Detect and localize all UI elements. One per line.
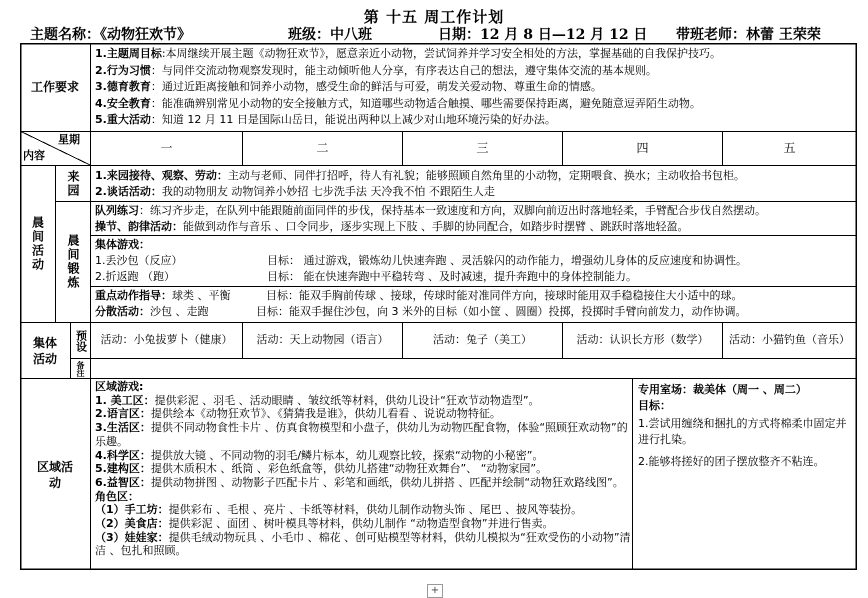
add-row-button[interactable]: + — [427, 584, 443, 598]
arrival-item: 1.来园接待、观察、劳动：主动与老师、同伴打招呼，待人有礼貌；能够照顾自然角里的小动物，定期喂食、换水；主动收拾书包柜。 — [95, 169, 745, 182]
morning-activities-label: 晨间活动 — [30, 216, 45, 272]
day-header-wed: 三 — [476, 141, 489, 156]
area-item: （3）娃娃家：提供毛绒动物玩具 、小毛巾 、棉花 、创可贴模型等材料，供幼儿模拟为“狂欢受伤的小动物”清洁 、包扎和照顾。 — [95, 530, 631, 558]
special-room-goal: 2.能够将搓好的团子摆放整齐不粘连。 — [638, 455, 825, 468]
requirement-item: 2.行为习惯：与同伴交流动物观察发现时，能主动倾听他人分享，有序表达自己的想法，遵守集体交流的基本规则。 — [95, 63, 657, 77]
teacher-names: 带班老师：林蕾 王荣荣 — [676, 27, 821, 43]
group-activity-fri: 活动：小猫钓鱼（音乐） — [729, 333, 850, 347]
group-activity-wed: 活动：兔子（美工） — [433, 333, 532, 347]
preset-label: 预设 — [74, 329, 88, 352]
area-activities-content — [95, 380, 631, 568]
area-item: 4.科学区：提供放大镜 、不同动物的羽毛/鳞片标本，幼儿观察比较，探索“动物的小秘密”。 — [95, 448, 544, 462]
area-heading: 区域游戏: — [95, 380, 144, 393]
exercise-item: 操节、韵律活动：能做到动作与音乐 、口令同步，逐步实现上下肢 、手脚的协同配合，如踏步时摆臂 、跳跃时落地轻盈。 — [95, 220, 689, 233]
special-room-heading: 专用室场：裁美体（周一 、周二） — [638, 383, 807, 396]
corner-label-weekday: 星期 — [58, 133, 80, 146]
area-item: （1）手工坊：提供彩布 、毛根 、亮片 、卡纸等材料，供幼儿制作动物头饰 、尾巴 、披风等装扮。 — [95, 503, 583, 517]
group-game-item: 1.丢沙包（反应） 目标： 通过游戏，锻炼幼儿快速奔跑 、灵活躲闪的动作能力，增强幼儿身体的反应速度和协调性。 — [95, 254, 747, 267]
morning-exercise-label: 晨间锻炼 — [66, 234, 80, 290]
day-header-fri: 五 — [783, 141, 796, 156]
area-item: 3.生活区：提供不同动物食性卡片 、仿真食物模型和小盘子，供幼儿为动物匹配食物，体验“照顾狂欢动物”的乐趣。 — [95, 421, 628, 448]
area-item: 6.益智区：提供动物拼图 、动物影子匹配卡片 、彩笔和画纸，供幼儿拼搭 、匹配并绘制“动物狂欢路线图”。 — [95, 475, 624, 489]
area-item: 5.建构区：提供木质积木 、纸筒 、彩色纸盒等，供幼儿搭建“动物狂欢舞台”、 “动物家园”。 — [95, 462, 548, 476]
requirement-item: 3.德育教育：通过近距离接触和饲养小动物，感受生命的鲜活与可爱，萌发关爱动物、尊重生命的情感。 — [95, 80, 602, 93]
requirements-list — [95, 46, 855, 130]
weekly-plan-table — [20, 43, 857, 570]
area-item: 1. 美工区：提供彩泥 、羽毛 、活动眼睛 、皱纹纸等材料，供幼儿设计“狂欢节动物造型”。 — [95, 393, 540, 407]
motion-guidance-content — [95, 288, 855, 322]
requirement-item: 1.主题周目标:本周继续开展主题《动物狂欢节》，愿意亲近小动物，尝试饲养并学习安全相处的方法，掌握基础的自我保护技巧。 — [95, 47, 722, 60]
date-range: 日期：12 月 8 日—12 月 12 日 — [438, 27, 648, 43]
guidance-item: 分散活动：沙包 、走跑 目标：能双手握住沙包，向 3 米外的目标（如小筐 、圆圈）投掷，投掷时手臂向前发力，动作协调。 — [95, 305, 747, 318]
role-area-heading: 角色区： — [95, 489, 139, 503]
arrival-content — [95, 168, 855, 201]
day-header-thu: 四 — [636, 141, 649, 156]
corner-label-content: 内容 — [23, 149, 45, 162]
special-room-content — [638, 382, 854, 568]
group-activities-label: 集体活动 — [32, 335, 57, 366]
group-activity-thu: 活动：认识长方形（数学） — [576, 333, 709, 347]
theme-name: 主题名称：《动物狂欢节》 — [30, 27, 191, 43]
day-header-mon: 一 — [160, 141, 173, 156]
group-activity-mon: 活动：小兔拔萝卜（健康） — [100, 333, 233, 347]
group-game-item: 2.折返跑 （跑） 目标： 能在快速奔跑中平稳转弯 、及时减速，提升奔跑中的身体控制能力。 — [95, 270, 637, 283]
group-activity-tue: 活动：天上动物园（语言） — [256, 333, 389, 347]
group-games-heading: 集体游戏： — [95, 238, 150, 251]
arrival-label: 来园 — [66, 169, 80, 198]
special-room-goal-label: 目标： — [638, 399, 671, 412]
guidance-item: 重点动作指导：球类 、平衡 目标：能双手胸前传球 、接球，传球时能对准同伴方向，接球时能用双手稳稳接住大小适中的球。 — [95, 289, 743, 302]
area-activities-label: 区域活动 — [37, 459, 74, 490]
notes-label: 备注 — [76, 360, 85, 377]
class-name: 班级：中八班 — [288, 27, 372, 43]
special-room-goal: 1.尝试用缠绕和捆扎的方式将棉柔巾固定并进行扎染。 — [638, 417, 847, 446]
exercise-item: 队列练习：练习齐步走，在队列中能跟随前面同伴的步伐，保持基本一致速度和方向，双脚向前迈出时落地轻柔，手臂配合步伐自然摆动。 — [95, 204, 766, 217]
area-item: （2）美食店：提供彩泥 、面团 、树叶模具等材料，供幼儿制作 “动物造型食物”并进行售卖。 — [95, 517, 554, 531]
requirement-item: 5.重大活动：知道 12 月 11 日是国际山岳日，能说出两种以上减少对山地环境污染的好办法。 — [95, 113, 556, 126]
page-title: 第 十五 周工作计划 — [363, 8, 505, 26]
arrival-item: 2.谈话活动：我的动物朋友 动物饲养小妙招 七步洗手法 天冷我不怕 不跟陌生人走 — [95, 185, 495, 198]
requirement-item: 4.安全教育：能准确辨别常见小动物的安全接触方式，知道哪些动物适合触摸、哪些需要保持距离，避免随意逗弄陌生动物。 — [95, 96, 701, 110]
day-header-tue: 二 — [316, 141, 329, 156]
exercise-drill-content — [95, 203, 855, 235]
group-games-content — [95, 237, 855, 286]
area-item: 2.语言区：提供绘本《动物狂欢节》、《猜猜我是谁》，供幼儿看看 、说说动物特征。 — [95, 407, 501, 421]
requirements-label: 工作要求 — [30, 80, 79, 94]
